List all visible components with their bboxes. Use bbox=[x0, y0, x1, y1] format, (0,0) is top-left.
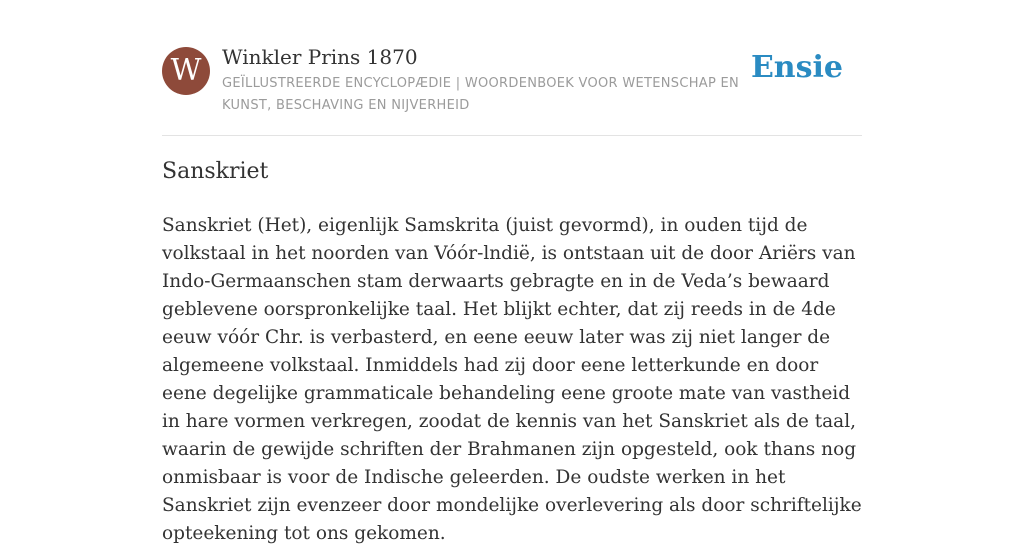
header-divider bbox=[162, 135, 862, 136]
source-title[interactable]: Winkler Prins 1870 bbox=[222, 45, 418, 69]
source-avatar[interactable]: W bbox=[162, 47, 210, 95]
entry-title: Sanskriet bbox=[162, 159, 269, 184]
source-subtitle: GEÏLLUSTREERDE ENCYCLOPÆDIE | WOORDENBOEK VOOR WETENSCHAP EN KUNST, BESCHAVING EN NIJVERHEID bbox=[222, 76, 740, 113]
entry-body: Sanskriet (Het), eigenlijk Samskrita (juist gevormd), in ouden tijd de volkstaal in het noorden van Vóór-lndië, is ontstaan uit de door Ariërs van Indo-Germaanschen stam derwaarts gebragte en in de Veda’s bewaard geblevene oorspronkelijke taal. Het blijkt echter, dat zij reeds in de 4de eeuw vóór Chr. is verbasterd, en eene eeuw later was zij niet langer de algemeene volkstaal. Inmiddels had zij door eene letterkunde en door eene degelijke grammaticale behandeling eene groote mate van vastheid in hare vormen verkregen, zoodat de kennis van het Sanskriet als de taal, waarin de gewijde schriften der Brahmanen zijn opgesteld, ook thans nog onmisbaar is voor de Indische geleerden. De oudste werken in het Sanskriet zijn evenzeer door mondelijke overlevering als door schriftelijke opteekening tot ons gekomen. bbox=[162, 215, 862, 544]
brand-logo[interactable]: Ensie bbox=[750, 50, 843, 85]
